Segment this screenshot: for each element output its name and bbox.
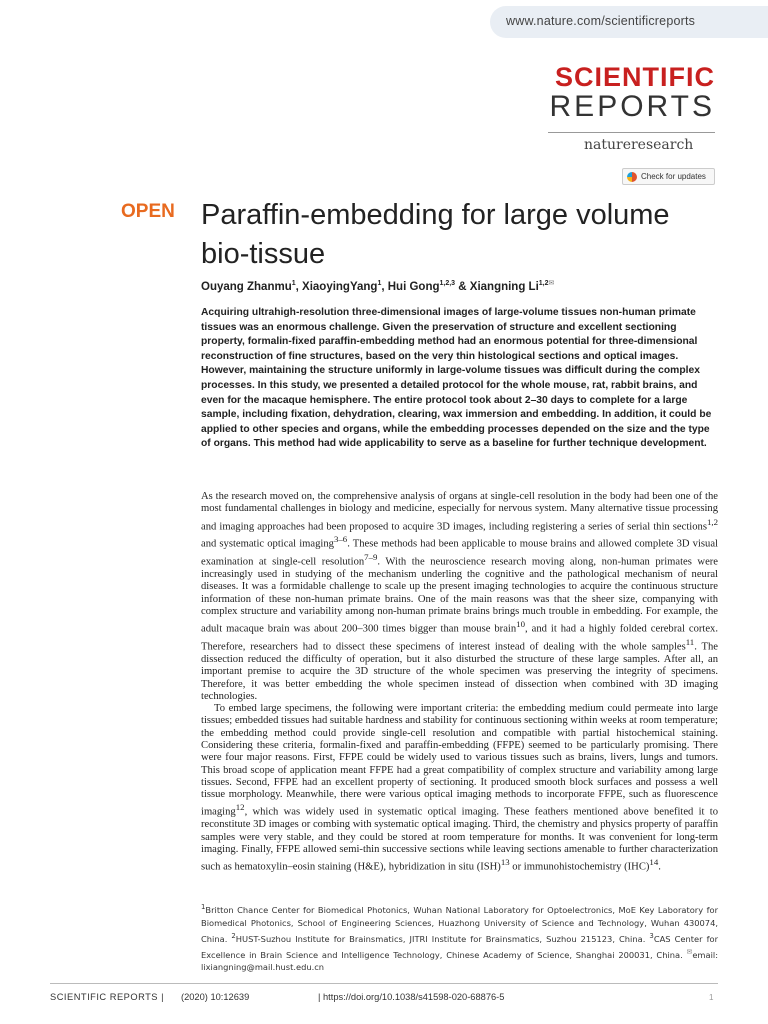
affiliation-text: HUST-Suzhou Institute for Brainsmatics, JITRI Institute for Brainsmatics, Suzhou 215123, China. <box>235 933 650 944</box>
reference-link[interactable]: 3–6 <box>333 534 348 545</box>
reference-link[interactable]: 7–9 <box>364 552 378 563</box>
affiliation-text: Britton Chance Center for Biomedical Photonics, Wuhan National Laboratory for Optoelectronics, MoE Key Laboratory for Biomedical Photonics, School of Engineering Sciences, Huazhong University of Science and Technology, Wuhan 430074, China. <box>201 904 718 944</box>
author-affiliation: 1 <box>291 280 296 287</box>
publisher-research: research <box>630 137 694 153</box>
footer-divider <box>50 983 718 984</box>
author-separator: , <box>381 280 388 293</box>
body-text-span: , which was widely used in systematic optical imaging. These feathers mentioned above benefited it to reconstitute 3D images or combing with systematic optical imaging. Third, the chemistry and physics property of paraffin samples were very stable, and they could be stored at room temperature for months. It was convenient for long-term imaging. Finally, FFPE allowed semi-thin successive sections while leaving sections amenable to further characterization such as hematoxylin–eosin staining (H&E), hybridization in situ (ISH) <box>201 807 718 873</box>
body-text-span: . These methods had been applicable to mouse brains and allowed complete 3D visual examination at single-cell resolution <box>201 538 718 568</box>
logo-reports: REPORTS <box>549 90 715 123</box>
author-name[interactable]: Ouyang Zhanmu <box>201 280 292 293</box>
email-icon: ✉ <box>686 947 693 956</box>
abstract: Acquiring ultrahigh-resolution three-dimensional images of large-volume tissues non-human primate tissues was an enormous challenge. Given the preservation of structure and excellent sectioning property, formalin-fixed paraffin-embedding method had an enormous potential for three-dimensional reconstruction of fine structures, based on the very thin histological sections and optical images. However, maintaining the structure uniformly in large-volume tissues was difficult during the complex processes. In this study, we presented a detailed protocol for the whole mouse, rat, rabbit brains, and even for the macaque hemisphere. The entire protocol took about 2–30 days to complete for a large sample, including fixation, dehydration, clearing, wax immersion and embedding. In addition, it could be applied to other species and organs, while the embedding processes depended on the size and the type of organs. This method had wide applicability to serve as a baseline for further technique development. <box>201 307 712 450</box>
body-text-span: As the research moved on, the comprehensive analysis of organs at single-cell resolution in the body had been one of the most fundamental challenges in biology and medicine, especially for nervous system. Many alternative tissue processing and imaging approaches had been proposed to acquire 3D images, including registering a series of serial thin sections <box>201 491 718 533</box>
reference-link[interactable]: 10 <box>516 619 525 630</box>
author-separator: , <box>295 280 303 293</box>
reference-link[interactable]: 11 <box>685 637 695 648</box>
body-text-span: , and it had a highly folded cerebral cortex. Therefore, researchers had to dissect these specimens of interest instead of dealing with the whole samples <box>201 623 718 653</box>
reference-link[interactable]: 1,2 <box>706 516 718 527</box>
check-updates-button[interactable] <box>622 168 715 185</box>
journal-url[interactable]: www.nature.com/scientificreports <box>506 14 696 28</box>
body-text-span: . With the neuroscience research moving along, non-human primates were increasingly used in studying of the mechanism underling the cognitive and the pathological mechanism of neural diseases. It was a formidable challenge to scale up the present imaging technologies to acquire the continuous structure information of these non-human primate brains. One of the main reasons was that the sheer size, companying with complex structure and variability among non-human primate brains brings much trouble in embedding. For example, the adult macaque brain was about 200–300 times bigger than mouse brain <box>201 556 719 635</box>
publisher-logo <box>584 137 693 153</box>
affiliation-marker: 1 <box>201 903 206 911</box>
affiliations-footnote <box>201 901 718 974</box>
body-text-span: . <box>658 861 661 873</box>
author-affiliation: 1,2 <box>538 280 549 287</box>
author-name[interactable]: Hui Gong <box>387 280 440 293</box>
author-name[interactable]: XiaoyingYang <box>302 280 378 293</box>
author-name[interactable]: Xiangning Li <box>469 280 539 293</box>
paragraph <box>201 703 718 874</box>
open-access-label: OPEN <box>121 201 175 222</box>
body-text-span: or immunohistochemistry (IHC) <box>509 861 650 873</box>
reference-link[interactable]: 13 <box>500 857 510 868</box>
body-text-span: . The dissection reduced the difficulty of operation, but it also disturbed the structure of these large samples. After all, an important premise to acquire the 3D structure of the whole specimen was preserving the integrity of specimens. Therefore, it was better embedding the whole specimen instead of dissection when combined with 3D imaging technologies. <box>201 641 719 702</box>
reference-link[interactable]: 12 <box>235 802 245 813</box>
email-icon[interactable]: ✉ <box>548 280 555 287</box>
footer-doi-link[interactable]: | https://doi.org/10.1038/s41598-020-68876-5 <box>318 992 505 1002</box>
article-title: Paraffin-embedding for large volume bio-tissue <box>201 199 670 270</box>
crossmark-icon <box>627 172 637 182</box>
author-affiliation: 1,2,3 <box>439 280 456 287</box>
paragraph <box>201 491 718 703</box>
author-separator: & <box>455 280 470 293</box>
publisher-nature: nature <box>584 137 631 153</box>
body-text-span: To embed large specimens, the following were important criteria: the embedding medium could permeate into large tissues; embedded tissues had suitable hardness and stability for continuous sectioning within weeks at room temperature; the embedding method could provide single-cell resolution and compatible with partial histochemical staining. Considering these criteria, formalin-fixed and paraffin-embedding (FFPE) seemed to be particularly promising. There were four major reasons. First, FFPE could be widely used to various tissues such as brains, livers, lungs and tumors. This broad scope of application meant FFPE had a great compatibility of complex structure and variability among large tissues. Second, FFPE had an excellent property of sectioning. It produced smooth block surfaces and possess a well tissue morphology. Meanwhile, there were various optical imaging methods to incorporate FFPE, such as fluorescence imaging <box>201 703 718 819</box>
body-text-span: and systematic optical imaging <box>201 538 334 550</box>
affiliation-text: CAS Center for Excellence in Brain Science and Intelligence Technology, Chinese Academy of Science, Shanghai 200031, China. <box>201 933 718 960</box>
logo-scientific: SCIENTIFIC <box>554 62 715 92</box>
affiliation-marker: 2 <box>231 931 236 940</box>
author-affiliation: 1 <box>377 280 382 287</box>
corresponding-email[interactable]: email: lixiangning@mail.hust.edu.cn <box>201 949 718 973</box>
body-text <box>201 491 718 874</box>
logo-divider <box>548 132 715 133</box>
page-number: 1 <box>709 993 714 1002</box>
reference-link[interactable]: 14 <box>649 857 659 868</box>
footer-citation: (2020) 10:12639 <box>181 992 250 1002</box>
footer-journal-name: SCIENTIFIC REPORTS | <box>50 992 165 1002</box>
check-updates-label: Check for updates <box>641 172 706 181</box>
affiliation-marker: 3 <box>649 931 654 940</box>
author-list <box>201 279 554 293</box>
